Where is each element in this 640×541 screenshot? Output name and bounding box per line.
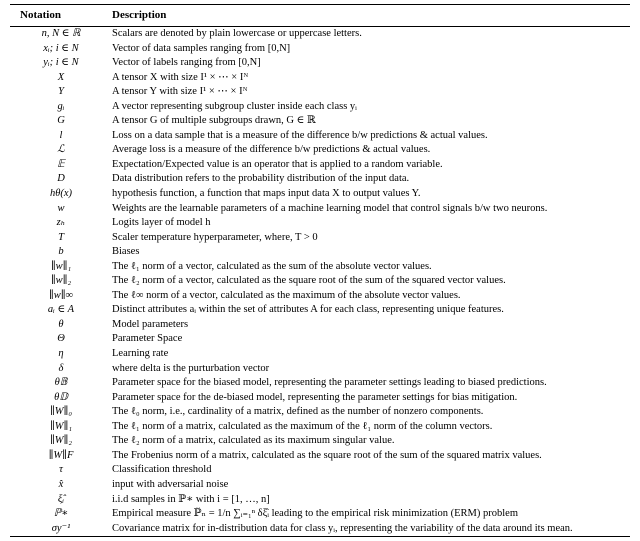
notation-cell: T [58,231,64,243]
table-header [10,5,630,27]
description-cell: The ℓ₂ norm of a vector, calculated as the square root of the sum of the squared vector values. [112,275,506,287]
table-row [10,434,630,449]
description-cell: Learning rate [112,348,169,360]
description-cell: Distinct attributes aᵢ within the set of attributes A for each class, representing unique features. [112,304,504,316]
table-row [10,172,630,187]
description-cell: The ℓ∞ norm of a vector, calculated as the maximum of the absolute vector values. [112,289,461,301]
notation-cell: xᵢ; i ∈ N [43,42,79,54]
table-row [10,27,630,42]
description-cell: The ℓ₀ norm, i.e., cardinality of a matrix, defined as the number of nonzero components. [112,406,484,418]
notation-cell: G [57,115,65,127]
table-row [10,158,630,173]
notation-cell: ∥w∥₁ [50,260,72,272]
description-cell: Classification threshold [112,464,212,476]
table-row [10,216,630,231]
table-row [10,100,630,115]
description-cell: Empirical measure ℙ̂ₙ = 1/n ∑ᵢ₌₁ⁿ δξ̂ᵢ leading to the empirical risk minimization (ERM) problem [112,508,518,520]
table-row [10,522,630,537]
notation-cell: 𝔼 [57,158,65,170]
notation-cell: yᵢ; i ∈ N [43,57,79,69]
description-cell: Scalars are denoted by plain lowercase or uppercase letters. [112,28,362,39]
notation-cell: Y [58,86,64,98]
notation-cell: x̂ [58,478,64,490]
description-cell: hypothesis function, a function that maps input data X to output values Y. [112,188,421,200]
description-cell: Weights are the learnable parameters of a machine learning model that control signals b/w two neurons. [112,202,548,214]
table-row [10,449,630,464]
table-row [10,274,630,289]
notation-cell: η [58,348,64,360]
header-notation: Notation [10,5,112,27]
table-row [10,143,630,158]
notation-cell: n, N ∈ ℝ [41,28,81,39]
description-cell: Expectation/Expected value is an operator that is applied to a random variable. [112,158,443,170]
table-row [10,56,630,71]
notation-cell: b [58,246,64,258]
notation-cell: gᵢ [57,100,65,112]
table-row [10,245,630,260]
notation-cell: hθ(x) [49,188,73,200]
notation-cell: ∥W∥F [48,449,74,461]
notation-cell: τ [59,464,63,476]
notation-cell: zₕ [56,217,66,229]
description-cell: Vector of data samples ranging from [0,N] [112,42,291,54]
notation-cell: ξ̂ᵢ [57,493,65,505]
notation-cell: ∥W∥₂ [49,435,73,447]
table-row [10,303,630,318]
notation-cell: θ [58,318,64,330]
notation-cell: w [57,202,65,214]
notation-cell: ℙ∗ [53,508,69,520]
table-row [10,420,630,435]
notation-cell: σy⁻¹ [51,522,71,534]
notation-cell: θ𝔹 [54,377,68,389]
description-cell: The ℓ₂ norm of a matrix, calculated as its maximum singular value. [112,435,395,447]
description-cell: A tensor Y with size I¹ × ⋯ × Iᴺ [112,86,248,98]
description-cell: Loss on a data sample that is a measure of the difference b/w predictions & actual values. [112,129,488,141]
table-row [10,129,630,144]
table-row [10,347,630,362]
notation-cell: aᵢ ∈ A [47,304,75,316]
notation-cell: D [57,173,65,185]
description-cell: The Frobenius norm of a matrix, calculated as the square root of the sum of the squared matrix values. [112,449,542,461]
table-row [10,42,630,57]
notation-cell: ℒ [57,144,65,156]
notation-cell: ∥w∥₂ [50,275,72,287]
description-cell: where delta is the purturbation vector [112,362,270,374]
table-row [10,405,630,420]
description-cell: Data distribution refers to the probability distribution of the input data. [112,173,410,185]
description-cell: The ℓ₁ norm of a matrix, calculated as the maximum of the ℓ₁ norm of the column vectors. [112,420,493,432]
table-row [10,289,630,304]
notation-cell: ∥W∥₀ [49,406,73,418]
description-cell: i.i.d samples in ℙ∗ with i = [1, …, n] [112,493,270,505]
description-cell: A tensor G of multiple subgroups drawn, G ∈ ℝ [112,115,316,127]
notation-cell: l [59,129,63,141]
description-cell: A tensor X with size I¹ × ⋯ × Iᴺ [112,71,249,83]
header-description: Description [112,5,630,27]
description-cell: A vector representing subgroup cluster inside each class yᵢ [112,100,357,112]
description-cell: Covariance matrix for in-distribution data for class yᵢ, representing the variability of the data around its mean. [112,522,573,534]
description-cell: Parameter space for the biased model, representing the parameter settings leading to biased predictions. [112,377,547,389]
table-row [10,362,630,377]
description-cell: The ℓ₁ norm of a vector, calculated as the sum of the absolute vector values. [112,260,432,272]
notation-cell: X [57,71,65,83]
header-row [10,5,630,27]
table-row [10,260,630,275]
table-row [10,202,630,217]
table-row [10,463,630,478]
notation-cell: θ𝔻 [54,391,68,403]
table-row [10,71,630,86]
description-cell: Average loss is a measure of the difference b/w predictions & actual values. [112,144,431,156]
description-cell: Vector of labels ranging from [0,N] [112,57,261,69]
table-row [10,231,630,246]
table-row [10,376,630,391]
table-row [10,332,630,347]
description-cell: Model parameters [112,318,189,330]
table-body [10,27,630,537]
notation-table [10,4,630,537]
notation-cell: Θ [57,333,65,345]
description-cell: Scaler temperature hyperparameter, where, T > 0 [112,231,318,243]
table-row [10,318,630,333]
description-cell: input with adversarial noise [112,478,229,490]
table-row [10,478,630,493]
table-row [10,85,630,100]
table-row [10,507,630,522]
table-row [10,114,630,129]
table-row [10,493,630,508]
table-row [10,187,630,202]
notation-cell: ∥W∥₁ [49,420,73,432]
notation-cell: ∥w∥∞ [48,289,74,301]
description-cell: Logits layer of model h [112,217,211,229]
description-cell: Biases [112,246,140,258]
table-row [10,391,630,406]
description-cell: Parameter space for the de-biased model, representing the parameter settings for bias mitigation. [112,391,518,403]
notation-cell: δ [58,362,64,374]
description-cell: Parameter Space [112,333,183,345]
